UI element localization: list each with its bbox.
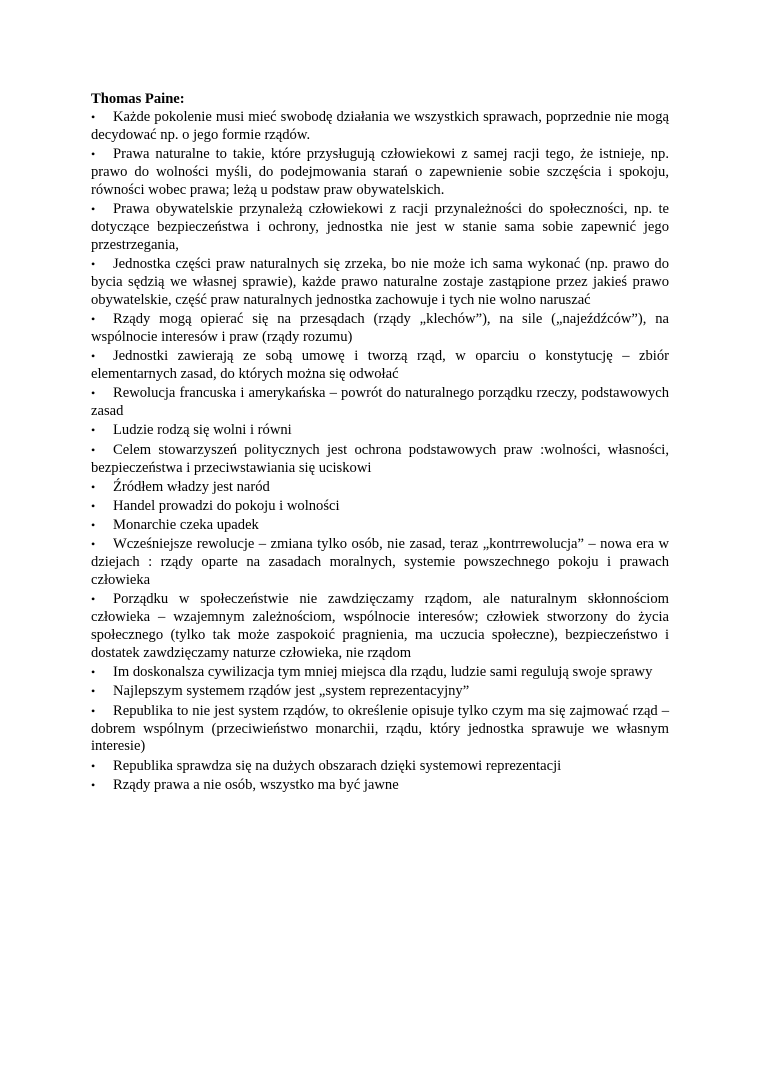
list-item-text: Prawa obywatelskie przynależą człowiekowi z racji przynależności do społeczności, np. te dotyczące bezpieczeństwa i ochrony, jednostka nie jest w stanie sama sobie zapewnić jego przestrzegania, [91, 201, 669, 253]
list-item [91, 517, 669, 535]
list-item [91, 664, 669, 682]
list-item-text: Prawa naturalne to takie, które przysługują człowiekowi z samej racji tego, że istnieje, np. prawo do wolności myśli, do podejmowania starań o zapewnienie sobie szczęścia i spokoju, równości wobec prawa; leżą u podstaw praw obywatelskich. [91, 146, 669, 198]
bullet-icon: • [91, 109, 96, 124]
bullet-icon: • [91, 537, 96, 552]
list-item [91, 703, 669, 757]
bullet-icon: • [91, 386, 96, 401]
bullet-icon: • [91, 777, 96, 792]
bullet-icon: • [91, 349, 96, 364]
list-item [91, 109, 669, 145]
bullet-icon: • [91, 423, 96, 438]
list-item [91, 777, 669, 795]
bullet-icon: • [91, 592, 96, 607]
list-item-text: Najlepszym systemem rządów jest „system reprezentacyjny” [113, 683, 470, 700]
list-item-text: Im doskonalsza cywilizacja tym mniej miejsca dla rządu, ludzie sami regulują swoje sprawy [113, 664, 653, 681]
list-item [91, 201, 669, 255]
list-item-text: Ludzie rodzą się wolni i równi [113, 422, 292, 439]
bullet-icon: • [91, 257, 96, 272]
list-item [91, 683, 669, 701]
bullet-icon: • [91, 312, 96, 327]
list-item-text: Rewolucja francuska i amerykańska – powrót do naturalnego porządku rzeczy, podstawowych zasad [91, 385, 669, 420]
list-item-text: Porządku w społeczeństwie nie zawdzięczamy rządom, ale naturalnym skłonnościom człowieka – wzajemnym zależnościom, wspólnocie interesów; człowiek stworzony do życia społecznego (tylko tak może zaspokoić pragnienia, ma uczucia społeczne), bezpieczeństwo i dostatek zawdzięczamy naturze człowieka, nie rządom [91, 591, 669, 662]
list-item [91, 146, 669, 200]
bullet-icon: • [91, 202, 96, 217]
bullet-icon: • [91, 479, 96, 494]
list-item-text: Celem stowarzyszeń politycznych jest ochrona podstawowych praw :wolności, własności, bezpieczeństwa i przeciwstawiania się uciskowi [91, 441, 669, 476]
bullet-icon: • [91, 758, 96, 773]
list-item-text: Monarchie czeka upadek [113, 517, 259, 534]
list-item-text: Handel prowadzi do pokoju i wolności [113, 497, 340, 514]
list-item [91, 348, 669, 384]
bullet-icon: • [91, 703, 96, 718]
bullet-icon: • [91, 442, 96, 457]
list-item-text: Republika sprawdza się na dużych obszarach dzięki systemowi reprezentacji [113, 757, 562, 774]
list-item-text: Rządy mogą opierać się na przesądach (rządy „klechów”), na sile („najeźdźców”), na wspólnocie interesów i praw (rządy rozumu) [91, 311, 669, 345]
document-heading: Thomas Paine: [91, 91, 185, 107]
list-item [91, 385, 669, 421]
list-item-text: Rządy prawa a nie osób, wszystko ma być jawne [113, 776, 399, 793]
list-item [91, 256, 669, 310]
list-item-text: Jednostki zawierają ze sobą umowę i tworzą rząd, w oparciu o konstytucję – zbiór elementarnych zasad, do których można się odwołać [91, 348, 669, 383]
list-item [91, 591, 669, 663]
list-item-text: Jednostka części praw naturalnych się zrzeka, bo nie może ich sama wykonać (np. prawo do bycia sędzią we własnej sprawie), każde prawo naturalne zostaje zastąpione przez jakieś prawo obywatelskie, część praw naturalnych jednostka zachowuje i tych nie wolno naruszać [91, 256, 669, 308]
list-item-text: Wcześniejsze rewolucje – zmiana tylko osób, nie zasad, teraz „kontrrewolucja” – nowa era w dziejach : rządy oparte na zasadach moralnych, systemie powszechnego pokoju i prawach człowieka [91, 536, 669, 589]
list-item-text: Źródłem władzy jest naród [113, 478, 270, 495]
list-item [91, 498, 669, 516]
bullet-list [91, 109, 669, 795]
list-item [91, 758, 669, 776]
list-item-text: Każde pokolenie musi mieć swobodę działania we wszystkich sprawach, poprzednie nie mogą decydować np. o jego formie rządów. [91, 108, 669, 143]
list-item [91, 479, 669, 497]
list-item-text: Republika to nie jest system rządów, to określenie opisuje tylko czym ma się zajmować rząd – dobrem wspólnym (przeciwieństwo monarchii, rządu, który jednostka sprawuje we własnym interesie) [91, 702, 669, 755]
list-item [91, 422, 669, 440]
bullet-icon: • [91, 498, 96, 513]
list-item [91, 536, 669, 590]
bullet-icon: • [91, 147, 96, 162]
document-page [91, 91, 669, 796]
bullet-icon: • [91, 684, 96, 699]
list-item [91, 311, 669, 347]
bullet-icon: • [91, 665, 96, 680]
bullet-icon: • [91, 518, 96, 533]
list-item [91, 442, 669, 478]
